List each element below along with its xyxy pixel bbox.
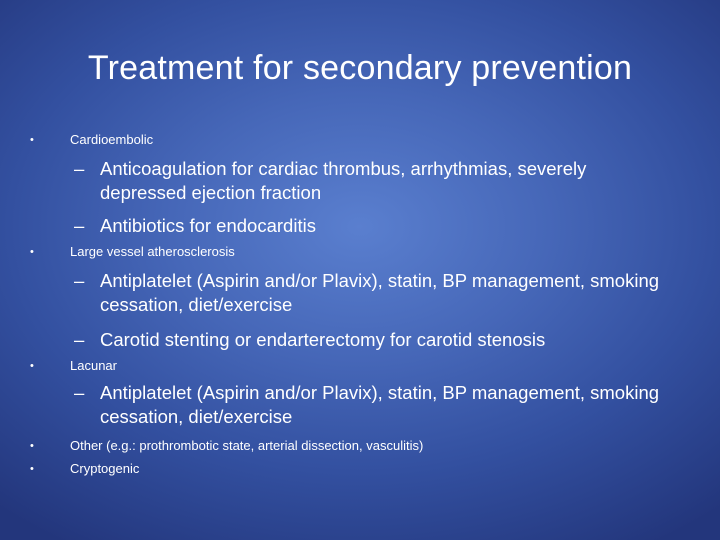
bullet-icon: •: [30, 463, 34, 475]
dash-icon: –: [74, 270, 85, 291]
bullet-icon: •: [30, 246, 34, 258]
subbullet-antibiotics: [74, 214, 674, 238]
dash-icon: –: [74, 329, 85, 350]
bullet-label: Cryptogenic: [70, 461, 140, 476]
subbullet-text: Antibiotics for endocarditis: [100, 215, 316, 236]
dash-icon: –: [74, 382, 85, 403]
subbullet-antiplatelet: [74, 269, 674, 317]
subbullet-anticoagulation: [74, 157, 674, 205]
subbullet-text: Antiplatelet (Aspirin and/or Plavix), statin, BP management, smoking cessation, diet/exercise: [100, 382, 660, 427]
bullet-icon: •: [30, 134, 34, 146]
dash-icon: –: [74, 158, 85, 179]
subbullet-text: Anticoagulation for cardiac thrombus, arrhythmias, severely depressed ejection fraction: [100, 158, 587, 203]
bullet-label: Large vessel atherosclerosis: [70, 244, 235, 259]
subbullet-antiplatelet-lacunar: [74, 381, 674, 429]
bullet-label: Other (e.g.: prothrombotic state, arterial dissection, vasculitis): [70, 438, 424, 453]
slide-title: Treatment for secondary prevention: [87, 49, 633, 87]
bullet-icon: •: [30, 360, 34, 372]
subbullet-text: Antiplatelet (Aspirin and/or Plavix), statin, BP management, smoking cessation, diet/exercise: [100, 270, 660, 315]
dash-icon: –: [74, 215, 85, 236]
bullet-label: Lacunar: [70, 358, 117, 373]
subbullet-carotid: [74, 328, 674, 352]
subbullet-text: Carotid stenting or endarterectomy for carotid stenosis: [100, 329, 546, 350]
bullet-label: Cardioembolic: [70, 132, 154, 147]
bullet-icon: •: [30, 440, 34, 452]
